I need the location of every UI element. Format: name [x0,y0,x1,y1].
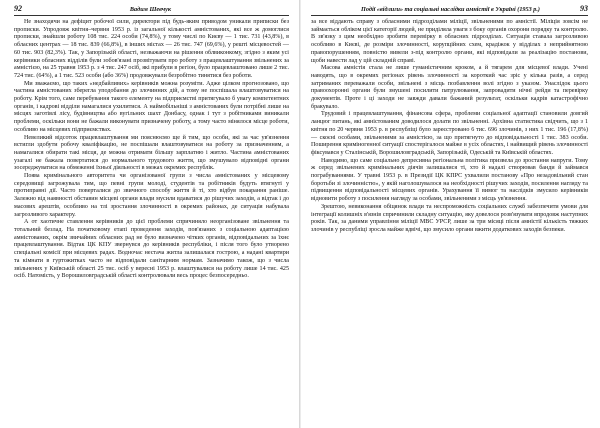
right-page-body [311,19,588,235]
paragraph: Не знаходячи на дефіцит робочої сили, директори під будь-яким приводом уникали приписки без прописки. Упродовж квітня–червня 1953 р. із загальної кількості амністованих, які все ж домоглися прописки, знайшли роботу 108 тис. 224 особи (74,8%), у тому числі по Києву — 1 тис. 731 (43,8%), в обласних центрах — 18 тис. 839 (66,8%), в інших містах — 26 тис. 747 (69,6%), у решті місцевостей — 60 тис. 903 (82,3%). Так, у Запорізькій області, незважаючи на рішення облвиконкому, згідно з яким усі керівники обласних відділів були зобов'язані прозвітувати про роботу з працевлаштування звільнених за амністією, на 25 травня 1953 р. з 4 тис. 247 осіб, які прибули в регіон, було працевлаштовано лише 2 тис. 724 тис. (64%), а 1 тис. 523 особи (або 36%) продовжували безробітно тинятися без роботи. [14,19,289,79]
paragraph: Невеликий відсоток працевлаштування ми пояснюємо ще й тим, що особи, які за час ув'язнення встигли здобути робочу кваліфікацію, не поспішали влаштовуватися на роботу за призначенням, а намагалися обирати такі місця, де можна отримати більшу зарплатню і житло. Частина амністованих узагалі не бажала повертатися до нормального трудового життя, що змушувало відповідні органи зосереджуватися на обмеженні їхньої діяльності в межах окремих республік. [14,134,289,172]
paragraph: Трудовий і працевлаштування, фінансова сфера, проблеми соціальної адаптації становили довгий ланцюг питань, які амністованим доводилося долати по звільненні. Архівна статистика свідчить, що з 1 квітня по 20 червня 1953 р. в республіці було зареєстровано 6 тис. 696 злочинів, з них 1 тис. 196 (17,8%) — скоєні особами, звільненими за амністією, за що притягнуто до відповідальності 1 тис. 383 особи. Поширення криміногенної ситуації спостерігалося майже в усіх областях, і найвищий рівень злочинності фіксувався у Сталінській, Ворошиловградській, Запорізькій, Одеській та Київській областях. [311,111,588,156]
left-page [0,0,299,428]
right-page-number: 93 [579,4,588,13]
paragraph: Масова амністія стала не лише гуманістичним кроком, а й тягарем для місцевої влади. Учені наводять, що в окремих регіонах рівень злочинності за короткий час зріс у кілька разів, а серед затриманих переважали особи, звільнені з місць позбавлення волі згідно з указом. Унаслідок цього правоохоронні органи були змушені посилити патрулювання, запровадити нічні рейди та перевірку документів. Проте і ці заходи не завжди давали бажаний результат, оскільки кадрів катастрофічно бракувало. [311,65,588,110]
paragraph: А от хаотичне ставлення керівників до цієї проблеми спричиняло неорганізоване звільнення та тотальний безлад. На початковому етапі проведення заходів, пов'язаних з соціальною адаптацією амністованих, окрім звичайних обласних рад не було визначено чітких органів, відповідальних за їхнє працевлаштування. Відтак ЦК КПУ звернувся до керівників республіки, і після того було утворено спеціальні комісії при місцевих радах. Водночас нестача житла залишалася гострою, а надані квартири та кімнати в гуртожитках часто не відповідали санітарним нормам. Зазначимо також, що з числа звільнених у Київській області 25 тис. осіб у вересні 1953 р. влаштувалися на роботу лише 14 тис. 425 осіб. Натомість, у Ворошиловградській області контролювали весь процес безпосередньо. [14,219,289,280]
paragraph: Наводимо, що саме соціально депресивна регіональна політика призвела до зростання напруги. Тому ж серед звільнених кримінальних діячів залишалися ті, хто й надалі створював банди й займався пограбуваннями. У травні 1953 р. в Президії ЦК КПРС ухвалили постанову «Про незадовільний стан боротьби зі злочинністю», у якій наголошувалося на необхідності рішучих заходів, посилення нагляду та підвищення відповідальності місцевих органів. Урахування її вимог та наслідків змусило керівників відновити роботу з посилення нагляду за особами, звільненими з місць ув'язнення. [311,157,588,203]
left-page-header [14,4,289,16]
paragraph: Ми зважаємо, що таких «недбайливих» керівників можна розуміти. Адже цілком прогнозовано, що частина амністованих зберегла уподобання до злочинних дій, а тому не поспішала влаштовуватися на роботу. Крім того, саме перебування такого елементу на підприємстві притягувало б увагу компетентних органів, і кадрові відділи намагалися ухилитися. А наймобільніші з амністованих були потрібні лише на місцях заготівлі лісу, будівництва або вугільних шахт Донбасу, однак і тут з робітниками виникали проблеми, оскільки вони не бажали виконувати призначену роботу, а тому часто мінялося місце роботи, особливо на місцевих підприємствах. [14,80,289,133]
paragraph: Зрештою, невиконання обіцянок влади та неспроможність соціальних служб забезпечити умови для інтеграції колишніх в'язнів спричинили складну ситуацію, яку довелося розв'язувати впродовж наступних років. Так, за даними управління міліції МВС УРСР, лише за три місяці після амністії кількість тяжких злочинів у республіці зросла майже вдвічі, що змусило органи вжити додаткових заходів безпеки. [311,203,588,233]
right-running-head: Події «відлиги» та соціальні наслідки амністії в Україні (1953 р.) [361,6,540,13]
right-page [301,0,600,428]
left-running-head: Вадим Шевчук [129,6,172,13]
paragraph: за все віддають справу з обласними підрозділами міліції, звільненими по амністії. Міліція зовсім не займається обліком цієї категорії людей, не приділяла уваги з боку органів охорони порядку та контролю. В зв'язку з цим необхідно зробити перевірку в обласних підрозділах. Ситуація ставала загрозливою особливо в Києві, де розміри злочинності, корупційних схем, крадіжок у відділах з неприйнятною правопорушенням, повністю вивели з-під контролю органи, які відповідали за реалізацію постанови, щоби навести лад у цій складній справі. [311,19,588,64]
left-page-body [14,19,289,281]
paragraph: Поява кримінального авторитета чи організованої групи з числа амністованих у місцевому середовищі загрожувала тим, що певні групи молоді, студентів та робітників будуть втягнуті у протиправні дії. Часто поверталися до звичного способу життя й ті, хто відбув покарання раніше. Залежно від наявності обставин місцеві органи влади мусили вдаватися до рішучих заходів, а відтак і до масових арештів, особливо на тлі зростання злочинності в окремих районах, де ситуація набувала загрозливого характеру. [14,173,289,218]
right-page-header [311,4,588,16]
left-page-number: 92 [14,4,22,13]
